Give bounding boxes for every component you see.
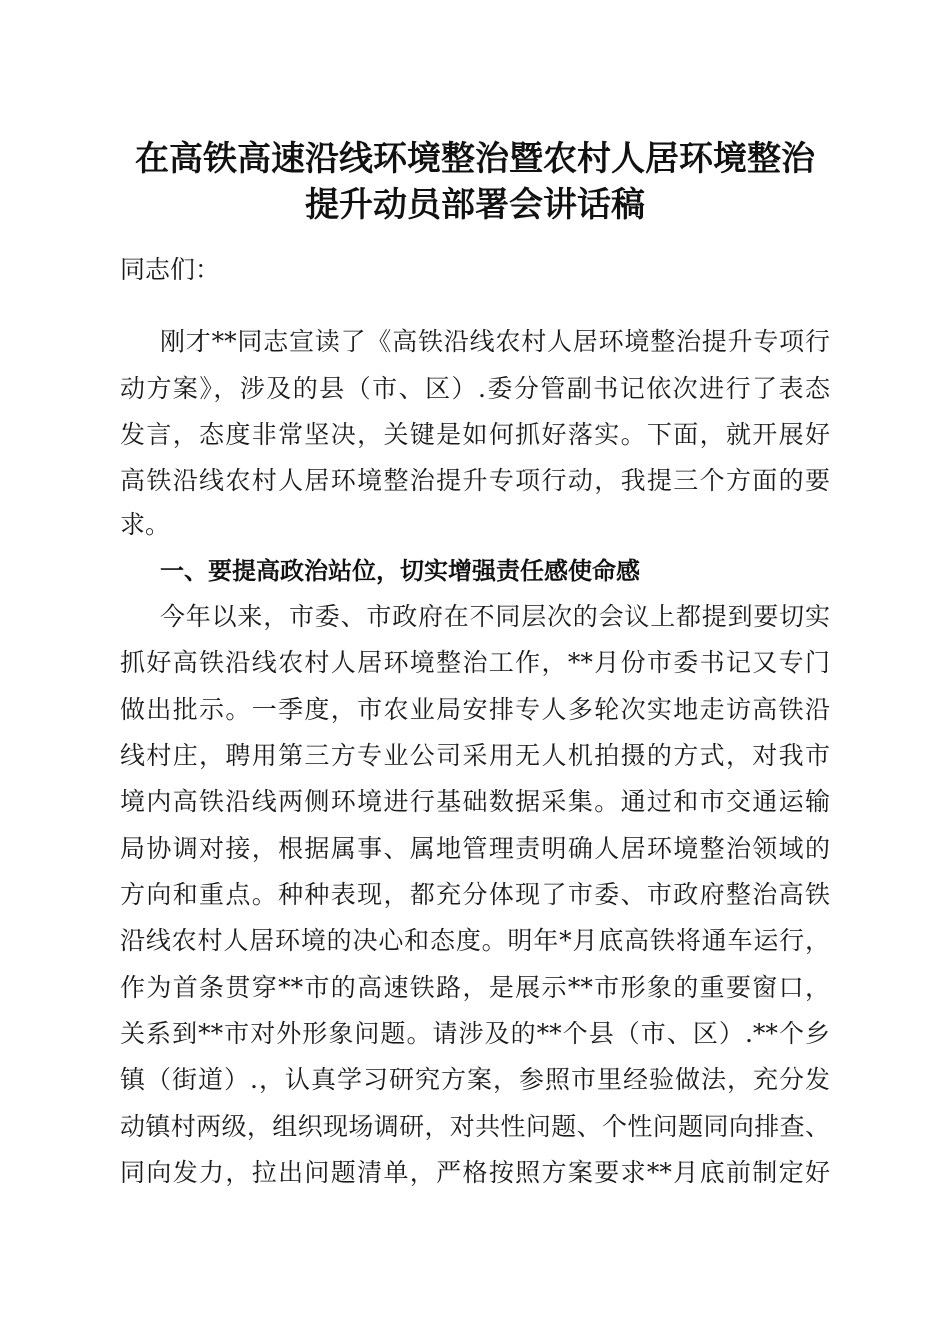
paragraph-line: 动镇村两级，组织现场调研，对共性问题、个性问题同向排查、 (120, 1112, 830, 1141)
section-heading: 一、要提高政治站位，切实增强责任感使命感 (160, 557, 640, 585)
paragraph-line: 作为首条贯穿**市的高速铁路，是展示**市形象的重要窗口， (120, 973, 830, 1002)
paragraph-line: 做出批示。一季度，市农业局安排专人多轮次实地走访高铁沿 (120, 695, 830, 724)
paragraph-line: 今年以来，市委、市政府在不同层次的会议上都提到要切实 (160, 602, 830, 631)
paragraph-line: 发言，态度非常坚决，关键是如何抓好落实。下面，就开展好 (120, 420, 830, 449)
document-title-line-1: 在高铁高速沿线环境整治暨农村人居环境整治 (135, 139, 815, 179)
paragraph-line: 局协调对接，根据属事、属地管理责明确人居环境整治领域的 (120, 834, 830, 863)
paragraph-line: 动方案》，涉及的县（市、区）.委分管副书记依次进行了表态 (120, 374, 830, 403)
paragraph-line: 线村庄，聘用第三方专业公司采用无人机拍摄的方式，对我市 (120, 741, 830, 770)
paragraph-line: 境内高铁沿线两侧环境进行基础数据采集。通过和市交通运输 (120, 787, 830, 816)
paragraph-line: 关系到**市对外形象问题。请涉及的**个县（市、区）.**个乡 (120, 1019, 830, 1048)
paragraph-line: 方向和重点。种种表现，都充分体现了市委、市政府整治高铁 (120, 880, 830, 909)
paragraph-line: 镇（街道）.，认真学习研究方案，参照市里经验做法，充分发 (120, 1065, 830, 1094)
paragraph-line: 求。 (120, 510, 171, 539)
paragraph-line: 沿线农村人居环境的决心和态度。明年*月底高铁将通车运行， (120, 926, 830, 955)
document-title-line-2: 提升动员部署会讲话稿 (305, 185, 645, 225)
paragraph-line: 同向发力，拉出问题清单，严格按照方案要求**月底前制定好 (120, 1158, 830, 1187)
paragraph-line: 抓好高铁沿线农村人居环境整治工作，**月份市委书记又专门 (120, 648, 830, 677)
paragraph-line: 高铁沿线农村人居环境整治提升专项行动，我提三个方面的要 (120, 466, 830, 495)
paragraph-line: 刚才**同志宣读了《高铁沿线农村人居环境整治提升专项行 (160, 327, 830, 356)
salutation: 同志们： (120, 255, 221, 284)
